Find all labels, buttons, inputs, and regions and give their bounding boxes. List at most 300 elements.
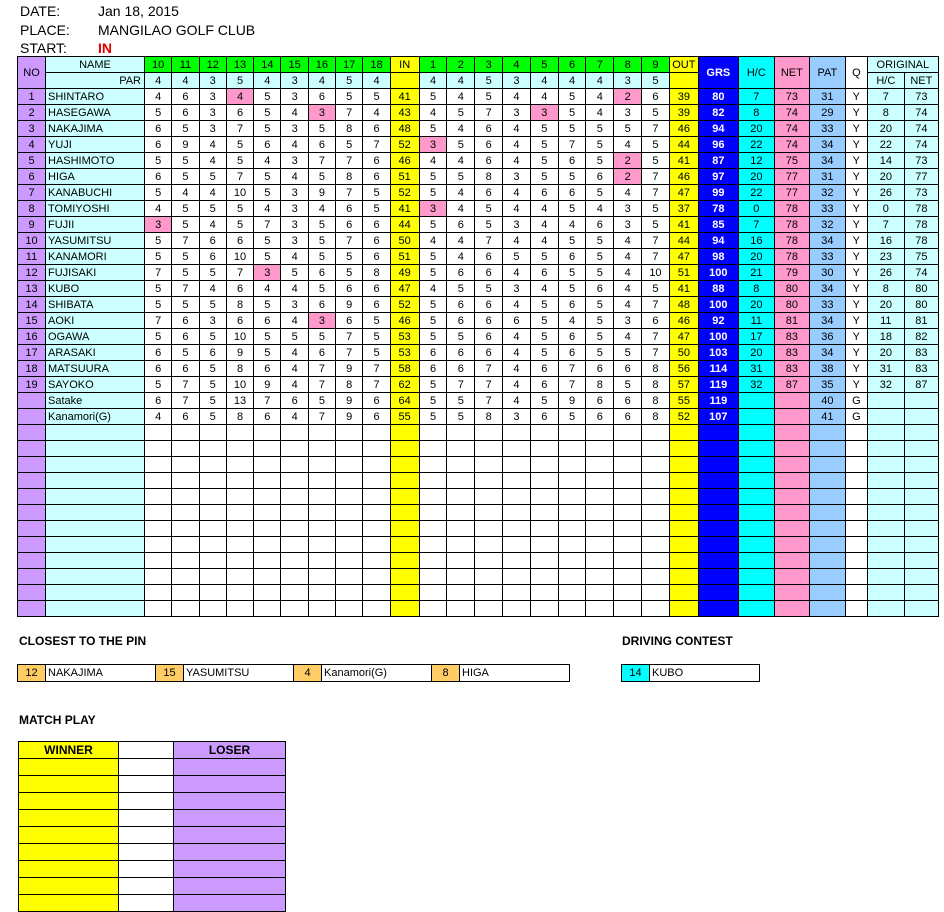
empty-cell xyxy=(738,441,774,457)
player-name: FUJISAKI xyxy=(46,265,145,281)
net-score: 75 xyxy=(774,153,809,169)
par-value: 5 xyxy=(642,73,670,89)
empty-cell xyxy=(809,585,845,601)
empty-cell xyxy=(281,425,308,441)
in-total: 48 xyxy=(390,121,419,137)
hole-score: 8 xyxy=(226,409,253,425)
out-total: 55 xyxy=(669,393,698,409)
empty-cell xyxy=(698,601,738,617)
empty-cell xyxy=(18,585,46,601)
handicap: 17 xyxy=(738,329,774,345)
hole-score: 6 xyxy=(642,89,670,105)
hole-score: 4 xyxy=(281,169,308,185)
handicap: 20 xyxy=(738,121,774,137)
hole-score: 5 xyxy=(558,121,586,137)
empty-cell xyxy=(558,505,586,521)
empty-cell xyxy=(199,441,226,457)
out-total: 50 xyxy=(669,345,698,361)
hole-score: 5 xyxy=(558,265,586,281)
closest-title: CLOSEST TO THE PIN xyxy=(19,634,147,648)
hole-score: 6 xyxy=(172,409,199,425)
hole-score: 5 xyxy=(447,105,475,121)
empty-cell xyxy=(363,489,390,505)
hole-score: 5 xyxy=(254,297,281,313)
empty-cell xyxy=(145,537,172,553)
gross-score: 88 xyxy=(698,281,738,297)
hole-score: 5 xyxy=(475,89,503,105)
player-no: 15 xyxy=(18,313,46,329)
hole-number: 8 xyxy=(614,57,642,73)
hole-score: 4 xyxy=(530,233,558,249)
empty-cell xyxy=(669,601,698,617)
hole-number: 1 xyxy=(419,57,447,73)
hole-score: 8 xyxy=(336,121,363,137)
empty-cell xyxy=(281,601,308,617)
hole-number: 7 xyxy=(586,57,614,73)
empty-cell xyxy=(586,505,614,521)
empty-cell xyxy=(475,457,503,473)
empty-cell xyxy=(614,521,642,537)
hole-score: 7 xyxy=(363,361,390,377)
empty-cell xyxy=(18,473,46,489)
empty-cell xyxy=(46,505,145,521)
empty-cell xyxy=(336,601,363,617)
hole-score: 4 xyxy=(503,377,531,393)
hole-score: 5 xyxy=(145,185,172,201)
empty-cell xyxy=(145,425,172,441)
hole-score: 4 xyxy=(530,281,558,297)
hole-score: 5 xyxy=(419,249,447,265)
empty-cell xyxy=(363,505,390,521)
hole-number: 16 xyxy=(308,57,335,73)
empty-cell xyxy=(172,585,199,601)
empty-cell xyxy=(867,441,904,457)
hole-score: 10 xyxy=(226,249,253,265)
player-row xyxy=(18,233,939,249)
empty-cell xyxy=(199,585,226,601)
empty-row xyxy=(18,441,939,457)
empty-cell xyxy=(475,441,503,457)
hole-score: 5 xyxy=(145,233,172,249)
empty-cell xyxy=(475,553,503,569)
hole-score: 6 xyxy=(558,249,586,265)
empty-cell xyxy=(698,489,738,505)
hole-score: 4 xyxy=(503,185,531,201)
net-score: 81 xyxy=(774,313,809,329)
loser-cell xyxy=(174,861,286,878)
hole-score: 5 xyxy=(199,361,226,377)
hole-score: 3 xyxy=(530,105,558,121)
name-header: NAME xyxy=(46,57,145,73)
q-flag: Y xyxy=(845,201,867,217)
gross-score: 107 xyxy=(698,409,738,425)
empty-cell xyxy=(419,457,447,473)
empty-cell xyxy=(845,505,867,521)
hole-score: 6 xyxy=(447,217,475,233)
par-value: 4 xyxy=(558,73,586,89)
hole-score: 5 xyxy=(172,169,199,185)
empty-cell xyxy=(845,473,867,489)
player-row xyxy=(18,153,939,169)
hole-score: 6 xyxy=(475,249,503,265)
hole-score: 7 xyxy=(558,137,586,153)
empty-cell xyxy=(809,537,845,553)
handicap xyxy=(738,393,774,409)
empty-cell xyxy=(669,473,698,489)
hole-score: 5 xyxy=(419,121,447,137)
empty-cell xyxy=(281,441,308,457)
in-total: 49 xyxy=(390,265,419,281)
hole-score: 5 xyxy=(226,153,253,169)
empty-cell xyxy=(530,473,558,489)
empty-cell xyxy=(226,425,253,441)
empty-cell xyxy=(614,601,642,617)
empty-cell xyxy=(669,537,698,553)
hole-score: 5 xyxy=(447,281,475,297)
empty-cell xyxy=(530,569,558,585)
result-cell xyxy=(119,793,174,810)
in-total: 58 xyxy=(390,361,419,377)
hole-score: 4 xyxy=(281,313,308,329)
player-name: MATSUURA xyxy=(46,361,145,377)
q-flag: Y xyxy=(845,169,867,185)
hole-score: 4 xyxy=(199,281,226,297)
hole-score: 6 xyxy=(363,233,390,249)
hole-score: 5 xyxy=(614,121,642,137)
empty-cell xyxy=(774,601,809,617)
hole-score: 6 xyxy=(172,361,199,377)
hole-score: 5 xyxy=(254,345,281,361)
scorecard-table xyxy=(17,56,939,617)
orig-handicap: 26 xyxy=(867,265,904,281)
hole-score: 7 xyxy=(642,185,670,201)
gross-score: 99 xyxy=(698,185,738,201)
hole-score: 7 xyxy=(642,329,670,345)
hole-score: 4 xyxy=(199,185,226,201)
hole-score: 7 xyxy=(558,377,586,393)
empty-cell xyxy=(586,585,614,601)
empty-cell xyxy=(419,489,447,505)
empty-cell xyxy=(698,521,738,537)
hole-score: 6 xyxy=(199,345,226,361)
hole-score: 5 xyxy=(586,185,614,201)
hole-score: 5 xyxy=(586,313,614,329)
empty-cell xyxy=(503,457,531,473)
empty-cell xyxy=(614,537,642,553)
hole-score: 4 xyxy=(447,153,475,169)
player-row xyxy=(18,185,939,201)
q-flag: Y xyxy=(845,329,867,345)
empty-cell xyxy=(586,569,614,585)
empty-cell xyxy=(774,425,809,441)
q-flag: Y xyxy=(845,137,867,153)
putts: 33 xyxy=(809,201,845,217)
hole-score: 5 xyxy=(199,297,226,313)
out-total: 57 xyxy=(669,377,698,393)
empty-cell xyxy=(363,569,390,585)
hole-score: 8 xyxy=(226,361,253,377)
empty-cell xyxy=(308,537,335,553)
out-total: 39 xyxy=(669,105,698,121)
empty-row xyxy=(18,569,939,585)
hc-header: H/C xyxy=(738,57,774,89)
empty-cell xyxy=(558,473,586,489)
hole-score: 5 xyxy=(172,249,199,265)
empty-cell xyxy=(390,553,419,569)
empty-cell xyxy=(226,441,253,457)
empty-cell xyxy=(254,425,281,441)
hole-score: 6 xyxy=(363,409,390,425)
empty-cell xyxy=(18,553,46,569)
net-score: 83 xyxy=(774,329,809,345)
hole-score: 4 xyxy=(308,201,335,217)
loser-cell xyxy=(174,793,286,810)
player-name: OGAWA xyxy=(46,329,145,345)
player-row xyxy=(18,249,939,265)
hole-score: 6 xyxy=(503,313,531,329)
hole-score: 6 xyxy=(308,137,335,153)
empty-cell xyxy=(845,521,867,537)
hole-score: 7 xyxy=(226,265,253,281)
hole-score: 5 xyxy=(530,345,558,361)
empty-cell xyxy=(614,457,642,473)
hole-score: 5 xyxy=(558,233,586,249)
hole-score: 3 xyxy=(614,217,642,233)
hole-score: 10 xyxy=(226,329,253,345)
hole-score: 6 xyxy=(363,121,390,137)
putts: 34 xyxy=(809,345,845,361)
hole-score: 3 xyxy=(281,185,308,201)
hole-score: 7 xyxy=(475,105,503,121)
empty-cell xyxy=(226,569,253,585)
empty-cell xyxy=(226,473,253,489)
hole-number: 12 xyxy=(199,57,226,73)
q-flag: Y xyxy=(845,249,867,265)
hole-score: 4 xyxy=(226,89,253,105)
empty-cell xyxy=(199,473,226,489)
hole-score: 5 xyxy=(447,393,475,409)
hole-score: 4 xyxy=(281,281,308,297)
match-title: MATCH PLAY xyxy=(19,713,96,727)
player-no: 13 xyxy=(18,281,46,297)
empty-cell xyxy=(669,585,698,601)
orig-handicap: 23 xyxy=(867,249,904,265)
empty-cell xyxy=(586,473,614,489)
hole-score: 6 xyxy=(145,169,172,185)
empty-cell xyxy=(669,489,698,505)
hole-score: 2 xyxy=(614,169,642,185)
hole-score: 5 xyxy=(281,265,308,281)
empty-cell xyxy=(46,601,145,617)
hole-score: 5 xyxy=(145,153,172,169)
empty-cell xyxy=(475,537,503,553)
putts: 33 xyxy=(809,297,845,313)
hole-score: 9 xyxy=(254,377,281,393)
hole-score: 5 xyxy=(503,249,531,265)
orig-net: 73 xyxy=(904,185,938,201)
empty-cell xyxy=(254,505,281,521)
match-row xyxy=(19,895,286,912)
hole-score: 4 xyxy=(503,137,531,153)
q-flag: Y xyxy=(845,265,867,281)
hole-score: 5 xyxy=(586,249,614,265)
empty-cell xyxy=(809,601,845,617)
empty-cell xyxy=(447,473,475,489)
hole-score: 3 xyxy=(308,105,335,121)
empty-cell xyxy=(698,569,738,585)
empty-cell xyxy=(226,601,253,617)
net-score: 78 xyxy=(774,217,809,233)
empty-cell xyxy=(614,585,642,601)
hole-score: 6 xyxy=(172,329,199,345)
hole-score: 7 xyxy=(363,137,390,153)
empty-cell xyxy=(336,489,363,505)
empty-cell xyxy=(447,585,475,601)
empty-cell xyxy=(475,585,503,601)
driving-title: DRIVING CONTEST xyxy=(622,634,733,648)
hole-score: 5 xyxy=(254,233,281,249)
empty-cell xyxy=(363,601,390,617)
hole-score: 5 xyxy=(145,105,172,121)
player-name: YUJI xyxy=(46,137,145,153)
empty-cell xyxy=(586,489,614,505)
hole-score: 5 xyxy=(172,153,199,169)
empty-cell xyxy=(867,585,904,601)
empty-cell xyxy=(698,537,738,553)
gross-score: 114 xyxy=(698,361,738,377)
hole-score: 5 xyxy=(530,313,558,329)
pat-header: PAT xyxy=(809,57,845,89)
orig-net: 74 xyxy=(904,121,938,137)
player-row xyxy=(18,169,939,185)
putts: 29 xyxy=(809,105,845,121)
hole-score: 6 xyxy=(475,313,503,329)
hole-score: 5 xyxy=(642,105,670,121)
empty-cell xyxy=(363,457,390,473)
empty-cell xyxy=(642,425,670,441)
hole-score: 6 xyxy=(281,393,308,409)
empty-cell xyxy=(558,521,586,537)
hole-score: 6 xyxy=(172,89,199,105)
orig-handicap: 0 xyxy=(867,201,904,217)
empty-cell xyxy=(614,441,642,457)
out-total: 44 xyxy=(669,137,698,153)
empty-cell xyxy=(18,521,46,537)
empty-cell xyxy=(642,441,670,457)
empty-cell xyxy=(336,505,363,521)
empty-cell xyxy=(867,521,904,537)
orig-net: 77 xyxy=(904,169,938,185)
hole-score: 5 xyxy=(254,185,281,201)
empty-cell xyxy=(336,553,363,569)
hole-score: 3 xyxy=(199,89,226,105)
empty-cell xyxy=(145,489,172,505)
hole-score: 6 xyxy=(475,297,503,313)
award-hole: 14 xyxy=(622,665,650,682)
hole-score: 4 xyxy=(172,185,199,201)
empty-cell xyxy=(254,521,281,537)
hole-score: 5 xyxy=(447,409,475,425)
empty-cell xyxy=(774,521,809,537)
hole-number: 15 xyxy=(281,57,308,73)
hole-score: 4 xyxy=(419,105,447,121)
empty-cell xyxy=(172,489,199,505)
player-name: Kanamori(G) xyxy=(46,409,145,425)
empty-row xyxy=(18,601,939,617)
hole-score: 6 xyxy=(530,361,558,377)
hole-score: 4 xyxy=(614,137,642,153)
start-value: IN xyxy=(98,40,112,56)
hole-score: 4 xyxy=(614,297,642,313)
hole-score: 8 xyxy=(642,361,670,377)
hole-score: 7 xyxy=(336,105,363,121)
empty-cell xyxy=(172,553,199,569)
in-total: 53 xyxy=(390,329,419,345)
empty-cell xyxy=(503,505,531,521)
empty-cell xyxy=(390,441,419,457)
hole-score: 4 xyxy=(254,201,281,217)
in-total: 43 xyxy=(390,105,419,121)
hole-score: 7 xyxy=(254,393,281,409)
player-row xyxy=(18,121,939,137)
empty-cell xyxy=(774,441,809,457)
empty-cell xyxy=(419,537,447,553)
hole-score: 4 xyxy=(419,153,447,169)
hole-score: 6 xyxy=(308,345,335,361)
player-name: SHIBATA xyxy=(46,297,145,313)
hole-score: 8 xyxy=(586,377,614,393)
handicap: 7 xyxy=(738,217,774,233)
putts: 31 xyxy=(809,89,845,105)
hole-score: 9 xyxy=(336,297,363,313)
gross-score: 85 xyxy=(698,217,738,233)
hole-score: 7 xyxy=(172,393,199,409)
hole-score: 7 xyxy=(336,345,363,361)
hole-score: 5 xyxy=(145,297,172,313)
hole-score: 5 xyxy=(558,89,586,105)
empty-cell xyxy=(46,441,145,457)
hole-score: 4 xyxy=(281,105,308,121)
orig-handicap: 16 xyxy=(867,233,904,249)
player-row xyxy=(18,329,939,345)
hole-score: 9 xyxy=(558,393,586,409)
hole-score: 4 xyxy=(447,89,475,105)
hole-score: 7 xyxy=(447,377,475,393)
hole-number: 10 xyxy=(145,57,172,73)
hole-score: 5 xyxy=(586,345,614,361)
gross-score: 98 xyxy=(698,249,738,265)
hole-score: 5 xyxy=(254,249,281,265)
match-header-row xyxy=(19,742,286,759)
empty-cell xyxy=(254,537,281,553)
hole-score: 5 xyxy=(586,297,614,313)
hole-score: 6 xyxy=(447,265,475,281)
winner-cell xyxy=(19,810,119,827)
hole-score: 5 xyxy=(363,345,390,361)
orig-net: 82 xyxy=(904,329,938,345)
winner-cell xyxy=(19,827,119,844)
player-no: 3 xyxy=(18,121,46,137)
empty-cell xyxy=(308,601,335,617)
hole-score: 4 xyxy=(419,233,447,249)
hole-score: 7 xyxy=(336,329,363,345)
par-value: 3 xyxy=(503,73,531,89)
empty-cell xyxy=(698,457,738,473)
empty-cell xyxy=(698,505,738,521)
empty-cell xyxy=(447,457,475,473)
empty-cell xyxy=(336,457,363,473)
hole-score: 5 xyxy=(308,249,335,265)
